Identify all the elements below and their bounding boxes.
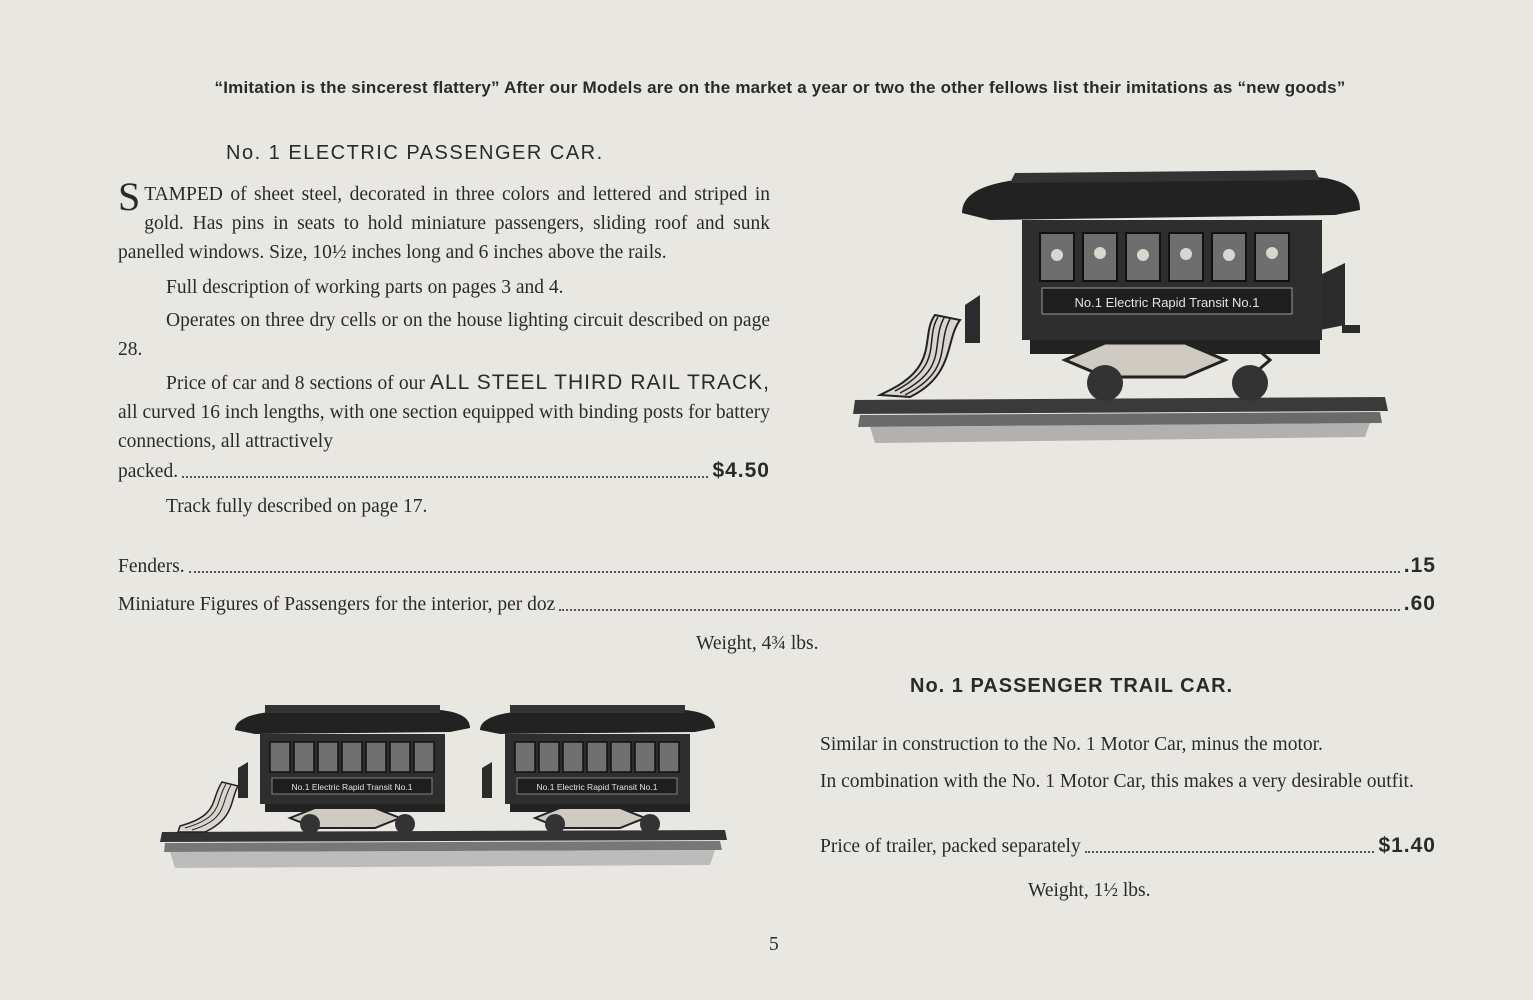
small-car1-lettering: No.1 Electric Rapid Transit No.1 (291, 782, 413, 792)
trailer-price-line (820, 834, 1436, 858)
trailer-price: $1.40 (1378, 834, 1436, 857)
motor-car-lettering: No.1 Electric Rapid Transit No.1 (1074, 295, 1260, 310)
section1-para2: Full description of working parts on pages 3 and 4. (166, 277, 564, 298)
dot-leader (1085, 851, 1375, 853)
figures-line (118, 592, 1436, 616)
dropcap: S (118, 174, 141, 219)
track-note: Track fully described on page 17. (166, 496, 428, 517)
section1-heading: No. 1 ELECTRIC PASSENGER CAR. (226, 142, 604, 164)
section1-weight: Weight, 4¾ lbs. (696, 633, 819, 654)
fenders-line (118, 554, 1436, 578)
packed-price: $4.50 (712, 459, 770, 482)
section2-para2: In combination with the No. 1 Motor Car, this makes a very desirable outfit. (820, 771, 1414, 792)
packed-price-line (118, 456, 770, 486)
packed-label: packed. (118, 461, 179, 482)
small-car2-lettering: No.1 Electric Rapid Transit No.1 (536, 782, 658, 792)
section1-para1 (118, 174, 770, 267)
dot-leader (182, 476, 708, 478)
motor-car-small (235, 705, 470, 834)
figures-label: Miniature Figures of Passengers for the interior, per doz (118, 594, 556, 615)
section1-description (118, 174, 770, 521)
motor-car-illustration (850, 165, 1395, 450)
dot-leader (189, 571, 1400, 573)
section1-para4 (118, 368, 770, 456)
dot-leader (559, 609, 1399, 611)
section2-heading: No. 1 PASSENGER TRAIL CAR. (910, 675, 1234, 697)
page-number: 5 (769, 934, 779, 955)
section2-para1: Similar in construction to the No. 1 Motor Car, minus the motor. (820, 734, 1323, 755)
fenders-price: .15 (1403, 554, 1436, 577)
fenders-label: Fenders. (118, 556, 185, 577)
section1-para1-text: TAMPED of sheet steel, decorated in three colors and lettered and striped in gold. Has pins in seats to hold miniature passengers, sliding roof and sunk panelled windows. Size, 10½ inches long and 6 inches above the rails. (118, 184, 770, 263)
para4-end: all curved 16 inch lengths, with one section equipped with binding posts for battery connections, all attractively (118, 402, 770, 452)
tagline: “Imitation is the sincerest flattery” After our Models are on the market a year or two the other fellows list their imitations as “new goods” (214, 78, 1346, 97)
trail-car-illustration (160, 700, 730, 875)
figures-price: .60 (1403, 592, 1436, 615)
section2-description (772, 730, 1434, 796)
para4-start: Price of car and 8 sections of our (166, 373, 425, 394)
section2-weight: Weight, 1½ lbs. (1028, 880, 1151, 901)
trailer-price-label: Price of trailer, packed separately (820, 836, 1081, 857)
section1-para3: Operates on three dry cells or on the house lighting circuit described on page 28. (118, 310, 770, 360)
para4-caps: ALL STEEL THIRD RAIL TRACK, (430, 371, 770, 394)
trailer-car-small (480, 705, 715, 834)
